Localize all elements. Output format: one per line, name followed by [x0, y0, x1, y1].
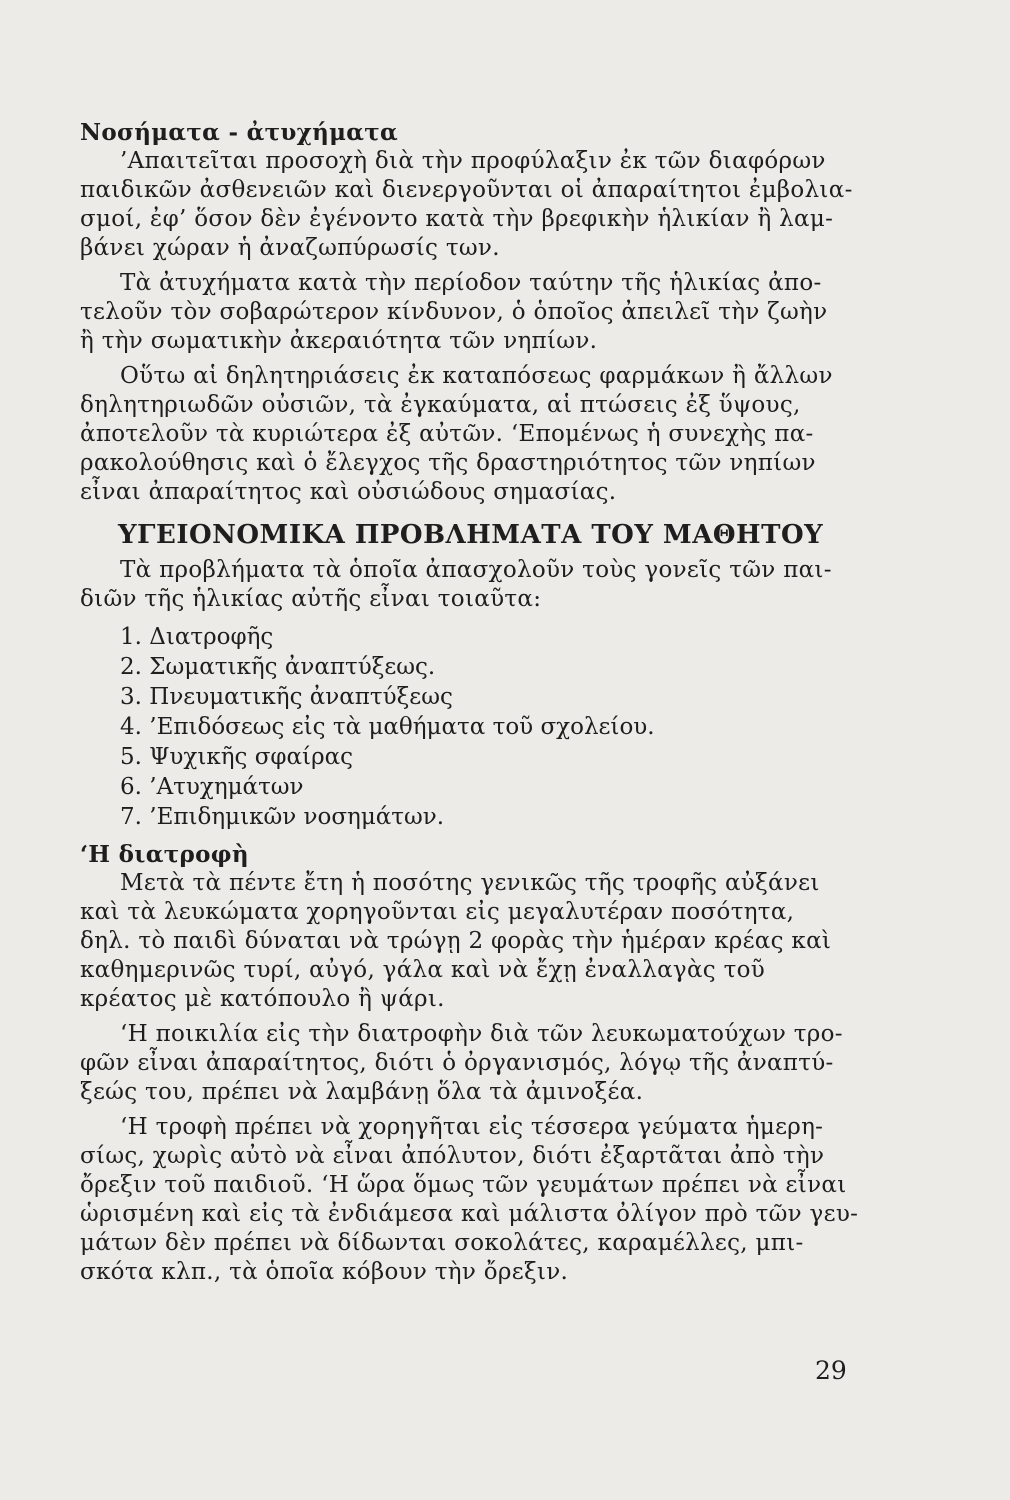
list-item: 5. Ψυχικῆς σφαίρας: [120, 744, 353, 770]
section-heading: ‘Η διατροφὴ: [80, 841, 249, 868]
text-line: ρακολούθησις καὶ ὁ ἔλεγχος τῆς δραστηριότητος τῶν νηπίων: [80, 450, 816, 476]
paragraph: [80, 869, 860, 1014]
paragraph: [80, 362, 860, 507]
text-line: καθημερινῶς τυρί, αὐγό, γάλα καὶ νὰ ἔχῃ ἐναλλαγὰς τοῦ: [80, 957, 766, 983]
list-item: 6. ’Ατυχημάτων: [120, 774, 304, 800]
text-line: Τὰ ἀτυχήματα κατὰ τὴν περίοδον ταύτην τῆς ἡλικίας ἀπο-: [120, 270, 822, 296]
text-line: ἀποτελοῦν τὰ κυριώτερα ἐξ αὐτῶν. ‘Επομένως ἡ συνεχὴς πα-: [80, 421, 814, 447]
text-line: σμοί, ἐφ’ ὅσον δὲν ἐγένοντο κατὰ τὴν βρεφικὴν ἡλικίαν ἢ λαμ-: [80, 206, 834, 232]
text-line: ‘Η τροφὴ πρέπει νὰ χορηγῆται εἰς τέσσερα γεύματα ἡμερη-: [120, 1114, 824, 1140]
text-line: σίως, χωρὶς αὐτὸ νὰ εἶναι ἀπόλυτον, διότι ἐξαρτᾶται ἀπὸ τὴν: [80, 1143, 825, 1169]
text-line: καὶ τὰ λευκώματα χορηγοῦνται εἰς μεγαλυτέραν ποσότητα,: [80, 899, 795, 925]
text-line: ὡρισμένη καὶ εἰς τὰ ἐνδιάμεσα καὶ μάλιστα ὀλίγον πρὸ τῶν γευ-: [80, 1201, 859, 1227]
text-line: ’Απαιτεῖται προσοχὴ διὰ τὴν προφύλαξιν ἐκ τῶν διαφόρων: [120, 148, 826, 174]
section-illness: [80, 118, 860, 507]
text-line: παιδικῶν ἀσθενειῶν καὶ διενεργοῦνται οἱ ἀπαραίτητοι ἐμβολια-: [80, 177, 853, 203]
text-line: τελοῦν τὸν σοβαρώτερον κίνδυνον, ὁ ὁποῖος ἀπειλεῖ τὴν ζωὴν: [80, 299, 828, 325]
text-line: ὄρεξιν τοῦ παιδιοῦ. ‘Η ὥρα ὅμως τῶν γευμάτων πρέπει νὰ εἶναι: [80, 1172, 847, 1198]
text-line: φῶν εἶναι ἀπαραίτητος, διότι ὁ ὀργανισμός, λόγῳ τῆς ἀναπτύ-: [80, 1050, 834, 1076]
list-item: 2. Σωματικῆς ἀναπτύξεως.: [120, 654, 436, 680]
chapter-heading: ΥΓΕΙΟΝΟΜΙΚΑ ΠΡΟΒΛΗΜΑΤΑ ΤΟΥ ΜΑΘΗΤΟΥ: [118, 520, 824, 550]
paragraph: [80, 1113, 860, 1287]
list-item: 7. ’Επιδημικῶν νοσημάτων.: [120, 804, 445, 830]
list-item: 3. Πνευματικῆς ἀναπτύξεως: [120, 684, 453, 710]
paragraph: [80, 147, 860, 263]
paragraph: [80, 269, 860, 356]
text-line: σκότα κλπ., τὰ ὁποῖα κόβουν τὴν ὄρεξιν.: [80, 1259, 569, 1285]
list-item: 4. ’Επιδόσεως εἰς τὰ μαθήματα τοῦ σχολείου.: [120, 714, 655, 740]
book-page: [80, 118, 860, 1293]
text-line: δηλ. τὸ παιδὶ δύναται νὰ τρώγῃ 2 φορὰς τὴν ἡμέραν κρέας καὶ: [80, 928, 832, 954]
problem-list: [120, 622, 860, 832]
paragraph: [80, 556, 860, 614]
text-line: διῶν τῆς ἡλικίας αὐτῆς εἶναι τοιαῦτα:: [80, 586, 542, 612]
text-line: βάνει χώραν ἡ ἀναζωπύρωσίς των.: [80, 235, 500, 261]
paragraph: [80, 1020, 860, 1107]
text-line: Οὕτω αἱ δηλητηριάσεις ἐκ καταπόσεως φαρμάκων ἢ ἄλλων: [120, 363, 833, 389]
text-line: ἢ τὴν σωματικὴν ἀκεραιότητα τῶν νηπίων.: [80, 328, 598, 354]
text-line: Μετὰ τὰ πέντε ἔτη ἡ ποσότης γενικῶς τῆς τροφῆς αὐξάνει: [120, 870, 820, 896]
text-line: δηλητηριωδῶν οὐσιῶν, τὰ ἐγκαύματα, αἱ πτώσεις ἐξ ὕψους,: [80, 392, 801, 418]
section-nutrition: [80, 840, 860, 1287]
page-number: 29: [815, 1356, 847, 1385]
text-line: ξεώς του, πρέπει νὰ λαμβάνῃ ὅλα τὰ ἀμινοξέα.: [80, 1079, 644, 1105]
chapter-student-health: [80, 521, 860, 832]
text-line: Τὰ προβλήματα τὰ ὁποῖα ἀπασχολοῦν τοὺς γονεῖς τῶν παι-: [120, 557, 832, 583]
text-line: ‘Η ποικιλία εἰς τὴν διατροφὴν διὰ τῶν λευκωματούχων τρο-: [120, 1021, 843, 1047]
text-line: εἶναι ἀπαραίτητος καὶ οὐσιώδους σημασίας.: [80, 479, 617, 505]
list-item: 1. Διατροφῆς: [120, 624, 274, 650]
text-line: κρέατος μὲ κατόπουλο ἢ ψάρι.: [80, 986, 445, 1012]
section-heading: Νοσήματα - ἀτυχήματα: [80, 119, 399, 146]
text-line: μάτων δὲν πρέπει νὰ δίδωνται σοκολάτες, καραμέλλες, μπι-: [80, 1230, 804, 1256]
